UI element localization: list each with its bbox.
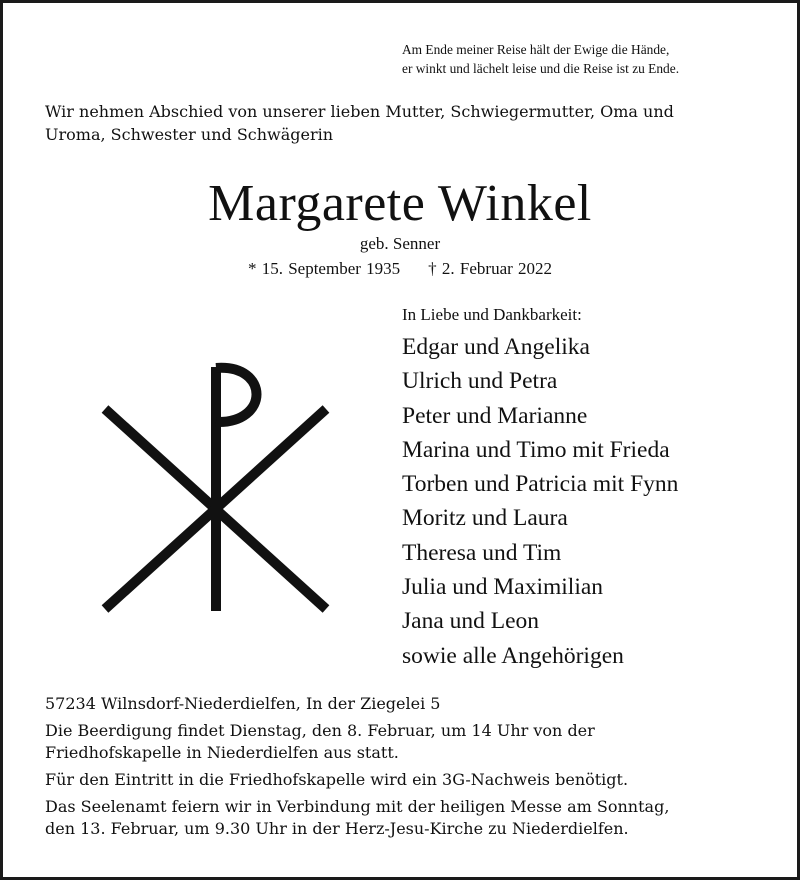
death-date: † 2. Februar 2022 <box>428 259 553 278</box>
funeral-line: Die Beerdigung findet Dienstag, den 8. Februar, um 14 Uhr von der <box>45 721 595 740</box>
mourners-heading: In Liebe und Dankbarkeit: <box>402 305 582 324</box>
list-item: Julia und Maximilian <box>402 574 604 601</box>
deceased-name: Margarete Winkel <box>208 175 592 232</box>
life-dates <box>0 258 800 280</box>
address: 57234 Wilnsdorf-Niederdielfen, In der Ziegelei 5 <box>45 694 441 713</box>
list-item: sowie alle Angehörigen <box>402 642 624 669</box>
list-item: Torben und Patricia mit Fynn <box>402 471 679 498</box>
list-item: Moritz und Laura <box>402 505 568 532</box>
list-item: Jana und Leon <box>402 608 540 635</box>
intro-line: Wir nehmen Abschied von unserer lieben Mutter, Schwiegermutter, Oma und <box>45 102 674 121</box>
maiden-name: geb. Senner <box>359 234 441 253</box>
mass-details <box>45 796 775 840</box>
mourners-list <box>402 330 678 673</box>
funeral-line: Friedhofskapelle in Niederdielfen aus statt. <box>45 743 399 762</box>
chi-rho-icon <box>100 362 332 616</box>
funeral-details <box>45 720 775 764</box>
list-item: Peter und Marianne <box>402 402 588 429</box>
intro-text <box>45 100 765 146</box>
list-item: Edgar und Angelika <box>402 334 590 360</box>
intro-line: Uroma, Schwester und Schwägerin <box>45 125 334 144</box>
motto-line: Am Ende meiner Reise hält der Ewige die Hände, <box>402 42 670 57</box>
motto-verse <box>402 40 772 78</box>
funeral-info <box>45 693 775 845</box>
mass-line: den 13. Februar, um 9.30 Uhr in der Herz-Jesu-Kirche zu Niederdielfen. <box>45 819 629 838</box>
list-item: Ulrich und Petra <box>402 368 558 395</box>
mass-line: Das Seelenamt feiern wir in Verbindung mit der heiligen Messe am Sonntag, <box>45 797 670 816</box>
list-item: Marina und Timo mit Frieda <box>402 436 670 463</box>
birth-date: * 15. September 1935 <box>247 259 401 278</box>
motto-line: er winkt und lächelt leise und die Reise ist zu Ende. <box>402 61 680 76</box>
covid-notice: Für den Eintritt in die Friedhofskapelle wird ein 3G-Nachweis benötigt. <box>45 770 629 789</box>
list-item: Theresa und Tim <box>402 539 562 566</box>
